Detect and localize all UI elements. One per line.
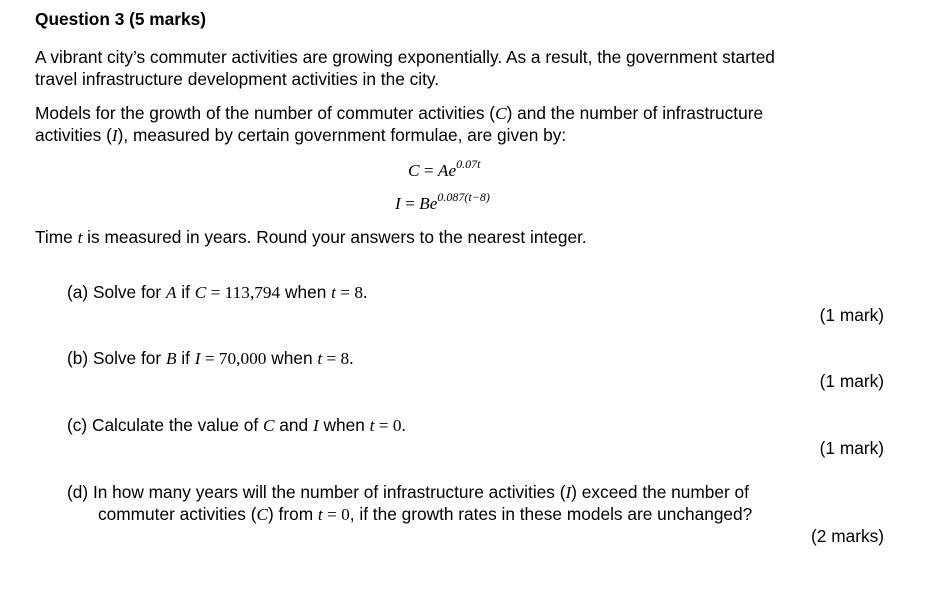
models-line-2 <box>35 125 566 146</box>
eq1-exponent: 0.07t <box>456 157 481 171</box>
part-text: Solve for <box>92 282 166 302</box>
part-text: if <box>176 282 195 302</box>
equation-value: = 0. <box>374 416 406 435</box>
equation-c <box>408 157 481 181</box>
part-b <box>67 348 354 369</box>
time-text: Time <box>35 227 78 247</box>
models-text: ) and the number of infrastructure <box>506 103 764 123</box>
part-b-marks: (1 mark) <box>819 371 884 391</box>
var-t: t <box>369 416 375 435</box>
part-text: ) from <box>267 504 318 524</box>
part-a-marks: (1 mark) <box>819 305 884 325</box>
var-t: t <box>317 349 323 368</box>
part-text: In how many years will the number of infrastructure activities ( <box>92 482 566 502</box>
var-i: I <box>111 126 118 145</box>
models-text: Models for the growth of the number of commuter activities ( <box>35 103 496 123</box>
models-line-1 <box>35 103 763 124</box>
part-text: when <box>266 348 318 368</box>
var-i: I <box>565 483 572 502</box>
var-t: t <box>77 228 83 247</box>
time-text: is measured in years. Round your answers to the nearest integer. <box>82 227 587 247</box>
part-label: (a) <box>67 282 89 302</box>
eq2-equals: = <box>400 194 420 213</box>
intro-line-2: travel infrastructure development activities in the city. <box>35 69 440 89</box>
question-title: Question 3 (5 marks) <box>35 9 206 29</box>
equation-i <box>395 190 490 214</box>
var-t: t <box>317 505 323 524</box>
equation-value: = 0 <box>322 505 350 524</box>
part-d-line-1 <box>67 482 749 503</box>
part-d-marks: (2 marks) <box>811 526 884 546</box>
part-label: (b) <box>67 348 89 368</box>
part-a <box>67 282 367 303</box>
time-statement <box>35 227 587 248</box>
eq1-equals: = <box>419 161 438 180</box>
equation-value: = 8. <box>322 349 354 368</box>
var-c: C <box>194 283 207 302</box>
part-label: (c) <box>67 415 88 435</box>
var-t: t <box>331 283 336 302</box>
part-text: commuter activities ( <box>98 504 257 524</box>
part-text: if <box>176 348 195 368</box>
models-text: ), measured by certain government formulae, are given by: <box>117 125 567 145</box>
equation-value: = 70,000 <box>200 349 267 368</box>
equation-value: = 8. <box>335 283 368 302</box>
var-c: C <box>262 416 275 435</box>
equation-value: = 113,794 <box>206 283 281 302</box>
var-c: C <box>495 104 507 123</box>
var-i: I <box>312 416 319 435</box>
part-text: ) exceed the number of <box>571 482 749 502</box>
part-c <box>67 415 406 436</box>
part-text: when <box>318 415 370 435</box>
var-b: B <box>165 349 177 368</box>
part-d-line-2 <box>98 504 752 525</box>
part-c-marks: (1 mark) <box>819 438 884 458</box>
eq1-lhs: C <box>408 161 420 180</box>
part-text: when <box>280 282 332 302</box>
part-text: Calculate the value of <box>91 415 263 435</box>
part-label: (d) <box>67 482 89 502</box>
var-i: I <box>194 349 201 368</box>
intro-line-1: A vibrant city’s commuter activities are growing exponentially. As a result, the government started <box>35 47 775 67</box>
models-text: activities ( <box>35 125 112 145</box>
part-text: Solve for <box>92 348 166 368</box>
part-text: , if the growth rates in these models are unchanged? <box>349 504 753 524</box>
eq1-rhs: Ae <box>437 161 457 180</box>
eq2-lhs: I <box>395 194 401 213</box>
eq2-exponent: 0.087(t−8) <box>437 190 490 204</box>
var-c: C <box>256 505 268 524</box>
var-a: A <box>165 283 177 302</box>
eq2-rhs: Be <box>419 194 438 213</box>
part-text: and <box>274 415 313 435</box>
